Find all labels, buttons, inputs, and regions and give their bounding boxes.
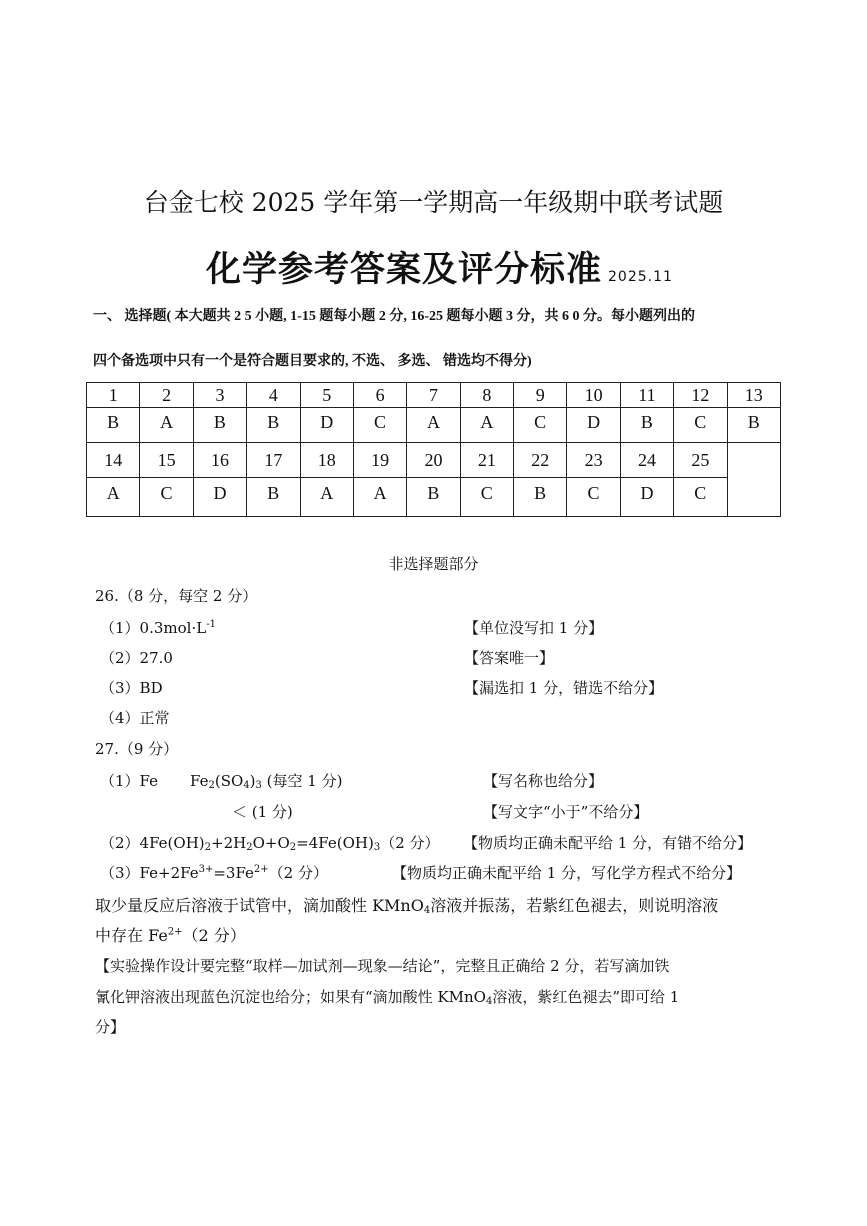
formula-subscript: 2	[208, 780, 215, 791]
question-number: 25	[674, 443, 727, 478]
answer-cell: A	[300, 478, 353, 517]
question-number: 17	[247, 443, 300, 478]
formula-part: Fe	[190, 772, 209, 790]
empty-cell	[727, 443, 781, 517]
para-text: 取少量反应后溶液于试管中，滴加酸性 KMnO	[95, 896, 424, 915]
q27-line3-equation	[100, 832, 440, 853]
q27-line3-note: 【物质均正确未配平给 1 分，有错不给分】	[463, 834, 753, 852]
question-number: 9	[514, 383, 567, 408]
q26-item-1-label: （1）0.3mol·L	[100, 619, 207, 637]
question-number: 13	[727, 383, 781, 408]
equation-part: （3）Fe+2Fe	[100, 864, 199, 882]
exam-title: 台金七校 2025 学年第一学期高一年级期中联考试题	[143, 188, 724, 217]
answer-cell: B	[514, 478, 567, 517]
question-number: 19	[353, 443, 406, 478]
question-number: 2	[140, 383, 193, 408]
formula-part: (SO	[214, 772, 244, 790]
answer-cell: C	[674, 408, 727, 443]
q26-item-3-note: 【漏选扣 1 分，错选不给分】	[464, 679, 664, 697]
answer-cell: C	[353, 408, 406, 443]
answer-cell: C	[514, 408, 567, 443]
question-number: 5	[300, 383, 353, 408]
note-text: 溶液，紫红色褪去”即可给 1	[492, 988, 680, 1006]
answer-key-heading: 化学参考答案及评分标准	[206, 250, 603, 290]
table-row-numbers-1	[87, 383, 781, 408]
q27-grading-note-line3: 分】	[95, 1018, 126, 1036]
note-text: 氰化钾溶液出现蓝色沉淀也给分；如果有“滴加酸性 KMnO	[95, 988, 486, 1006]
para-text: 溶液并振荡，若紫红色褪去，则说明溶液	[430, 896, 719, 915]
answer-cell: B	[193, 408, 246, 443]
answer-cell: D	[300, 408, 353, 443]
table-row-answers-2	[87, 478, 781, 517]
q27-line1-fe: （1）Fe	[100, 772, 159, 790]
date-label: 2025.11	[608, 269, 673, 285]
answer-cell: A	[407, 408, 460, 443]
answer-cell: B	[247, 478, 300, 517]
question-number: 21	[460, 443, 513, 478]
equation-superscript: 2+	[253, 864, 269, 875]
answer-cell: C	[460, 478, 513, 517]
q27-line4-note: 【物质均正确未配平给 1 分，写化学方程式不给分】	[392, 864, 742, 882]
note-subscript: 4	[485, 996, 493, 1007]
formula-part: )	[249, 772, 256, 790]
formula-subscript: 3	[255, 780, 262, 791]
equation-part: =3Fe	[213, 864, 254, 882]
q27-heading: 27.（9 分）	[95, 740, 179, 758]
question-number: 22	[514, 443, 567, 478]
score-note: (每空 1 分)	[261, 772, 343, 790]
question-number: 16	[193, 443, 246, 478]
question-number: 11	[620, 383, 673, 408]
answer-cell: A	[353, 478, 406, 517]
q26-item-1	[100, 617, 216, 638]
question-number: 8	[460, 383, 513, 408]
para-text: 中存在 Fe	[95, 926, 168, 945]
equation-subscript: 2	[289, 842, 297, 853]
para-subscript: 4	[423, 905, 431, 916]
question-number: 4	[247, 383, 300, 408]
table-row-answers-1	[87, 408, 781, 443]
answer-cell: C	[567, 478, 620, 517]
answer-cell: B	[620, 408, 673, 443]
q27-grading-note-line1: 【实验操作设计要完整“取样—加试剂—现象—结论”，完整且正确给 2 分，若写滴加铁	[95, 957, 670, 975]
q27-line1-note: 【写名称也给分】	[483, 772, 604, 790]
q26-item-1-note: 【单位没写扣 1 分】	[464, 619, 604, 637]
equation-subscript: 2	[204, 842, 212, 853]
answer-cell: B	[727, 408, 781, 443]
table-row-numbers-2	[87, 443, 781, 478]
score-note: （2 分）	[268, 864, 328, 882]
q27-line1-formula	[190, 770, 342, 791]
question-number: 6	[353, 383, 406, 408]
q27-grading-note-line2	[95, 986, 679, 1007]
question-number: 1	[87, 383, 140, 408]
answer-cell: C	[140, 478, 193, 517]
q27-line4-ionic-equation	[100, 862, 328, 883]
answer-cell: A	[87, 478, 140, 517]
question-number: 7	[407, 383, 460, 408]
q27-line2: ＜ (1 分)	[232, 803, 293, 821]
equation-subscript: 3	[373, 842, 381, 853]
question-number: 3	[193, 383, 246, 408]
answer-cell: C	[674, 478, 727, 517]
question-number: 12	[674, 383, 727, 408]
q26-item-4: （4）正常	[100, 709, 170, 727]
question-number: 24	[620, 443, 673, 478]
score-note: （2 分）	[380, 834, 440, 852]
question-number: 15	[140, 443, 193, 478]
q26-item-1-sup: -1	[206, 619, 216, 630]
question-number: 20	[407, 443, 460, 478]
question-number: 10	[567, 383, 620, 408]
q26-heading: 26.（8 分，每空 2 分）	[95, 587, 258, 605]
answer-cell: B	[247, 408, 300, 443]
q27-line2-note: 【写文字“小于”不给分】	[483, 803, 649, 821]
q27-answer-para-line2	[95, 923, 246, 946]
answer-cell: D	[193, 478, 246, 517]
non-choice-section-title: 非选择题部分	[388, 555, 479, 573]
section1-instruction-line1: 一、 选择题( 本大题共 2 5 小题, 1-15 题每小题 2 分, 16-25 题每小题 3 分，共 6 0 分。每小题列出的	[93, 309, 695, 324]
question-number: 23	[567, 443, 620, 478]
question-number: 18	[300, 443, 353, 478]
q26-item-2-note: 【答案唯一】	[464, 649, 555, 667]
answer-cell: A	[460, 408, 513, 443]
equation-part: +2H	[211, 834, 247, 852]
answer-cell: B	[87, 408, 140, 443]
question-number: 14	[87, 443, 140, 478]
answer-cell: D	[567, 408, 620, 443]
para-text: （2 分）	[182, 926, 246, 945]
q27-answer-para-line1	[95, 893, 718, 916]
q26-item-2: （2）27.0	[100, 649, 173, 667]
answer-cell: D	[620, 478, 673, 517]
equation-part: O+O	[252, 834, 290, 852]
answer-cell: B	[407, 478, 460, 517]
equation-part: （2）4Fe(OH)	[100, 834, 205, 852]
answer-table	[86, 382, 781, 517]
para-superscript: 2+	[167, 926, 183, 938]
equation-superscript: 3+	[198, 864, 214, 875]
equation-subscript: 2	[246, 842, 253, 853]
section1-instruction-line2: 四个备选项中只有一个是符合题目要求的, 不选、 多选、 错选均不得分)	[93, 354, 532, 369]
answer-key-title	[206, 242, 673, 292]
answer-cell: A	[140, 408, 193, 443]
equation-part: =4Fe(OH)	[296, 834, 374, 852]
q26-item-3: （3）BD	[100, 679, 163, 697]
formula-subscript: 4	[243, 780, 250, 791]
